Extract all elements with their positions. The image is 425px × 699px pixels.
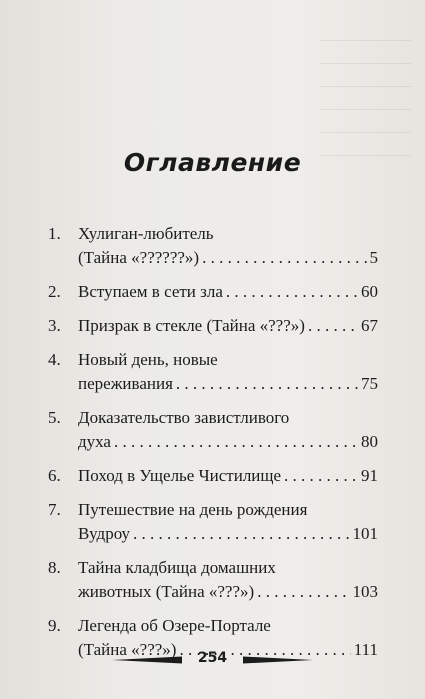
page-footer (0, 650, 425, 670)
dot-leader (176, 372, 358, 396)
dot-leader (202, 246, 366, 270)
entry-title-line: Новый день, новые (78, 350, 218, 369)
toc-entry[interactable] (48, 280, 378, 304)
toc-entry[interactable] (48, 464, 378, 488)
dot-leader (257, 580, 349, 604)
dot-leader (226, 280, 358, 304)
entry-page: 75 (361, 374, 378, 393)
entry-number: 7. (48, 500, 61, 519)
entry-number: 5. (48, 408, 61, 427)
entry-number: 2. (48, 282, 61, 301)
entry-title-last: (Тайна «??????») (78, 248, 200, 267)
entry-title-last: духа (78, 432, 111, 451)
page-title: Оглавление (123, 148, 302, 177)
entry-title-line: Легенда об Озере-Портале (78, 616, 271, 635)
toc-entry[interactable] (48, 556, 378, 604)
entry-number: 8. (48, 558, 61, 577)
entry-title-line: Доказательство завистливого (78, 408, 290, 427)
entry-page: 111 (353, 640, 378, 659)
entry-page: 101 (352, 524, 378, 543)
toc-entry[interactable] (48, 314, 378, 338)
dot-leader (308, 314, 358, 338)
dot-leader (133, 522, 349, 546)
entry-number: 4. (48, 350, 61, 369)
entry-title-last: Призрак в стекле (Тайна «???») (78, 316, 305, 335)
entry-page: 60 (361, 282, 378, 301)
entry-title-last: переживания (78, 374, 173, 393)
page-number: 254 (197, 650, 228, 666)
entry-number: 6. (48, 466, 61, 485)
toc-entry[interactable] (48, 406, 378, 454)
entry-title-line: Хулиган-любитель (78, 224, 214, 243)
entry-title-last: Поход в Ущелье Чистилище (78, 466, 282, 485)
entry-title-last: животных (Тайна «???») (78, 582, 255, 601)
entry-page: 91 (361, 466, 378, 485)
entry-number: 3. (48, 316, 61, 335)
entry-number: 9. (48, 616, 61, 635)
dot-leader (284, 464, 358, 488)
entry-page: 5 (369, 248, 378, 267)
entry-page: 67 (361, 316, 378, 335)
toc-entry[interactable] (48, 498, 378, 546)
toc-entry[interactable] (48, 348, 378, 396)
entry-title-last: Вступаем в сети зла (78, 282, 223, 301)
table-of-contents (48, 222, 378, 672)
entry-title-line: Тайна кладбища домашних (78, 558, 276, 577)
entry-title-last: Вудроу (78, 524, 131, 543)
entry-page: 103 (352, 582, 378, 601)
entry-title-line: Путешествие на день рождения (78, 500, 308, 519)
dot-leader (114, 430, 358, 454)
ornament-right-icon (243, 656, 313, 664)
entry-page: 80 (361, 432, 378, 451)
entry-number: 1. (48, 224, 61, 243)
entry-title-last: (Тайна «???») (78, 640, 177, 659)
toc-entry[interactable] (48, 222, 378, 270)
